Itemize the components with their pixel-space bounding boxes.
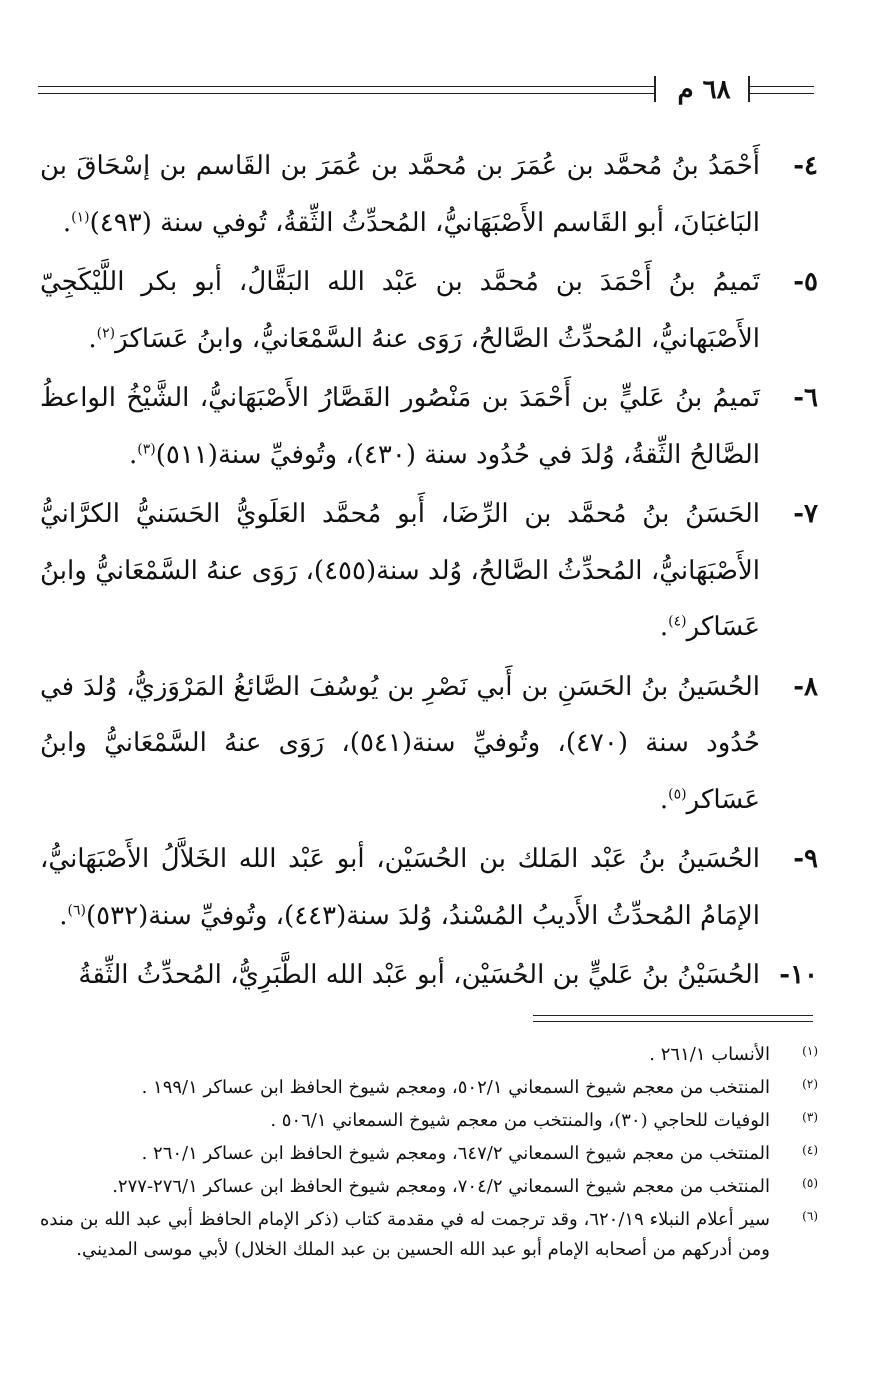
footnote-text: المنتخب من معجم شيوخ السمعاني ٧٠٤/٢، ومعجم شيوخ الحافظ ابن عساكر ٢٧٦/١-٢٧٧. <box>112 1176 770 1197</box>
entry-text: الحُسَينُ بنُ الحَسَنِ بن أَبي نَصْرِ بن يُوسُفَ الصَّائغُ المَرْوَزيُّ، وُلدَ في حُدُود سنة (٤٧٠)، وتُوفيِّ سنة(٥٤١)، رَوَى عنهُ السَّمْعَانيُّ وابنُ عَسَاكر <box>40 671 760 815</box>
footnote-number: (٥) <box>802 1176 818 1190</box>
body-text <box>40 138 818 1007</box>
entry-end: . <box>129 439 138 470</box>
footnote <box>40 1040 818 1070</box>
footnote-number: (٤) <box>802 1143 818 1157</box>
page-header <box>38 74 814 106</box>
entry <box>40 659 818 829</box>
header-rule-right <box>750 86 814 94</box>
footnote <box>40 1172 818 1202</box>
footnote-ref[interactable]: (٥) <box>668 785 687 802</box>
footnote-text: المنتخب من معجم شيوخ السمعاني ٥٠٢/١، ومعجم شيوخ الحافظ ابن عساكر ١٩٩/١ . <box>141 1077 770 1098</box>
entry-number: ٦- <box>793 383 818 413</box>
page-number: ٦٨ م <box>677 75 731 105</box>
entry-text: تَميمُ بنُ عَليٍّ بن أَحْمَدَ بن مَنْصُور القَصَّارُ الأَصْبَهَانيُّ، الشَّيْخُ الواعظُ الصَّالحُ الثِّقةُ، وُلدَ في حُدُود سنة (٤٣٠)، وتُوفيِّ سنة(٥١١) <box>40 383 760 470</box>
footnote <box>40 1073 818 1103</box>
entry-number: ٩- <box>793 844 818 874</box>
footnote-ref[interactable]: (١) <box>71 208 90 225</box>
entry-text: تَميمُ بنُ أَحْمَدَ بن مُحمَّد بن عَبْد الله البَقَّالُ، أبو بكر اللَّيْكَجِيّ الأَصْبَهانيُّ، المُحدِّثُ الصَّالحُ، رَوَى عنهُ السَّمْعَانيُّ، وابنُ عَسَاكرَ <box>40 267 760 354</box>
entry-end: . <box>659 612 669 642</box>
footnote-ref[interactable]: (٣) <box>137 440 156 457</box>
footnote-text: الأنساب ٢٦١/١ . <box>649 1044 770 1065</box>
footnote-ref[interactable]: (٤) <box>668 613 687 630</box>
footnote <box>40 1205 818 1265</box>
footnotes <box>40 1040 818 1268</box>
entry <box>40 947 818 1004</box>
footnote-text: الوفيات للحاجي (٣٠)، والمنتخب من معجم شيوخ السمعاني ٥٠٦/١ . <box>270 1110 770 1131</box>
header-rule-left <box>38 86 654 94</box>
entry-number: ٧- <box>793 499 818 529</box>
entry-number: ٨- <box>793 671 818 702</box>
entry-text: أَحْمَدُ بنُ مُحمَّد بن عُمَرَ بن مُحمَّد بن عُمَرَ بن القَاسم بن إسْحَاقَ بن البَاغبَانَ، أبو القَاسم الأَصْبَهَانيُّ، المُحدِّثُ الثِّقةُ، تُوفي سنة (٤٩٣) <box>40 151 760 238</box>
entry <box>40 831 818 944</box>
footnote-ref[interactable]: (٢) <box>96 324 116 341</box>
footnote-number: (٣) <box>802 1110 818 1124</box>
header-rule-cap-left <box>654 76 656 102</box>
entry-number: ١٠- <box>779 960 818 990</box>
entry-end: . <box>659 784 669 815</box>
footnote-separator <box>533 1015 813 1022</box>
footnote-number: (١) <box>802 1044 818 1058</box>
entry <box>40 486 818 656</box>
entry-number: ٥- <box>793 267 818 297</box>
footnote-text: المنتخب من معجم شيوخ السمعاني ٦٤٧/٢، ومعجم شيوخ الحافظ ابن عساكر ٢٦٠/١ . <box>141 1143 770 1164</box>
footnote <box>40 1139 818 1169</box>
footnote-text: سير أعلام النبلاء ٦٢٠/١٩، وقد ترجمت له في مقدمة كتاب (ذكر الإمام الحافظ أبي عبد الله بن منده ومن أدركهم من أصحابه الإمام أبو عبد الله الحسين بن عبد الملك الخلال) لأبي موسى المديني. <box>40 1209 770 1260</box>
footnote-number: (٢) <box>802 1077 818 1091</box>
entry-end: . <box>62 207 72 238</box>
entry <box>40 138 818 251</box>
entry-text: الحَسَنُ بنُ مُحمَّد بن الرِّضَا، أَبو مُحمَّد العَلَويُّ الحَسَنيُّ الكرَّانيُّ الأَصْبَهَانيُّ، المُحدِّثُ الصَّالحُ، وُلد سنة(٤٥٥)، رَوَى عنهُ السَّمْعَانيُّ وابنُ عَسَاكر <box>40 499 760 642</box>
entry-end: . <box>59 900 68 931</box>
entry <box>40 370 818 483</box>
entry <box>40 254 818 367</box>
footnote-number: (٦) <box>802 1209 818 1223</box>
entry-text: الحُسَيْنُ بنُ عَليٍّ بن الحُسَيْن، أبو عَبْد الله الطَّبَرِيُّ، المُحدِّثُ الثِّقةُ <box>78 960 760 990</box>
entry-number: ٤- <box>793 151 818 181</box>
entry-text: الحُسَينُ بنُ عَبْد المَلك بن الحُسَيْن، أبو عَبْد الله الخَلاَّلُ الأَصْبَهَانيُّ، الإمَامُ المُحدِّثُ الأَديبُ المُسْندُ، وُلدَ سنة(٤٤٣)، وتُوفيِّ سنة(٥٣٢) <box>40 844 760 931</box>
entry-end: . <box>88 323 97 354</box>
footnote-ref[interactable]: (٦) <box>67 901 87 918</box>
footnote <box>40 1106 818 1136</box>
